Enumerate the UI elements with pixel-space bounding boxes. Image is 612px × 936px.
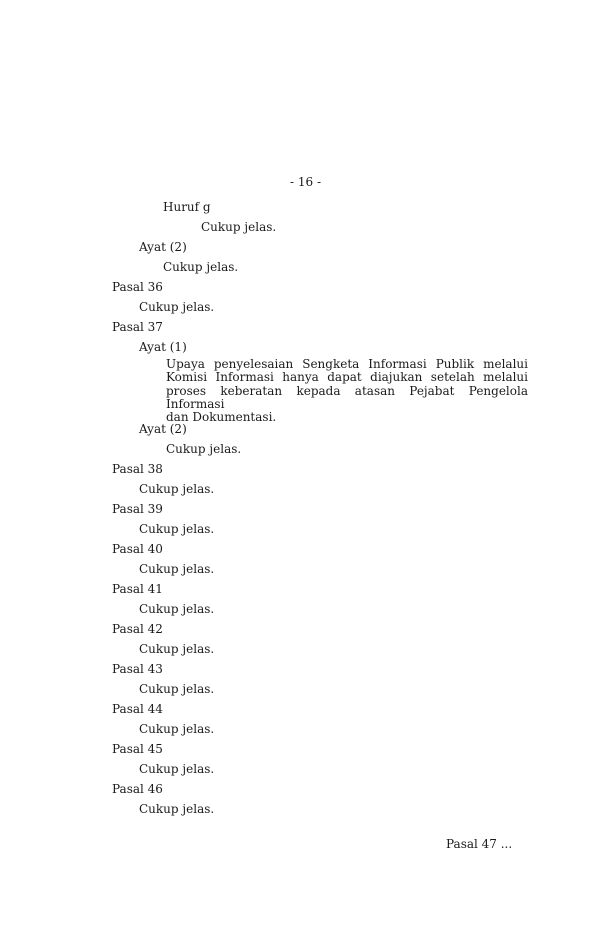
explanation-text: Cukup jelas. (139, 762, 215, 776)
pasal-heading: Pasal 38 (112, 462, 163, 476)
explanation-paragraph (166, 358, 528, 424)
pasal-heading: Pasal 43 (112, 662, 163, 676)
explanation-text: Cukup jelas. (139, 642, 215, 656)
explanation-text: Cukup jelas. (201, 220, 277, 234)
explanation-text: Cukup jelas. (139, 682, 215, 696)
paragraph-line: Upaya penyelesaian Sengketa Informasi Publik melalui (166, 357, 528, 371)
ayat-label: Ayat (2) (139, 422, 187, 436)
pasal-heading: Pasal 36 (112, 280, 163, 294)
ayat-label: Ayat (2) (139, 240, 187, 254)
explanation-text: Cukup jelas. (163, 260, 239, 274)
huruf-label: Huruf g (163, 200, 211, 214)
explanation-text: Cukup jelas. (139, 722, 215, 736)
pasal-heading: Pasal 44 (112, 702, 163, 716)
paragraph-line: Komisi Informasi hanya dapat diajukan setelah melalui (166, 370, 528, 385)
ayat-label: Ayat (1) (139, 340, 187, 354)
explanation-text: Cukup jelas. (139, 522, 215, 536)
explanation-text: Cukup jelas. (139, 602, 215, 616)
explanation-text: Cukup jelas. (139, 482, 215, 496)
explanation-text: Cukup jelas. (166, 442, 242, 456)
pasal-heading: Pasal 39 (112, 502, 163, 516)
pasal-heading: Pasal 46 (112, 782, 163, 796)
pasal-heading: Pasal 42 (112, 622, 163, 636)
pasal-heading: Pasal 45 (112, 742, 163, 756)
explanation-text: Cukup jelas. (139, 300, 215, 314)
explanation-text: Cukup jelas. (139, 802, 215, 816)
pasal-heading: Pasal 41 (112, 582, 163, 596)
pasal-heading: Pasal 37 (112, 320, 163, 334)
next-page-catchword: Pasal 47 ... (446, 837, 513, 851)
pasal-heading: Pasal 40 (112, 542, 163, 556)
explanation-text: Cukup jelas. (139, 562, 215, 576)
paragraph-line: proses keberatan kepada atasan Pejabat Pengelola Informasi (166, 383, 528, 411)
page-number: - 16 - (290, 175, 322, 189)
paragraph-line: dan Dokumentasi. (166, 410, 277, 425)
